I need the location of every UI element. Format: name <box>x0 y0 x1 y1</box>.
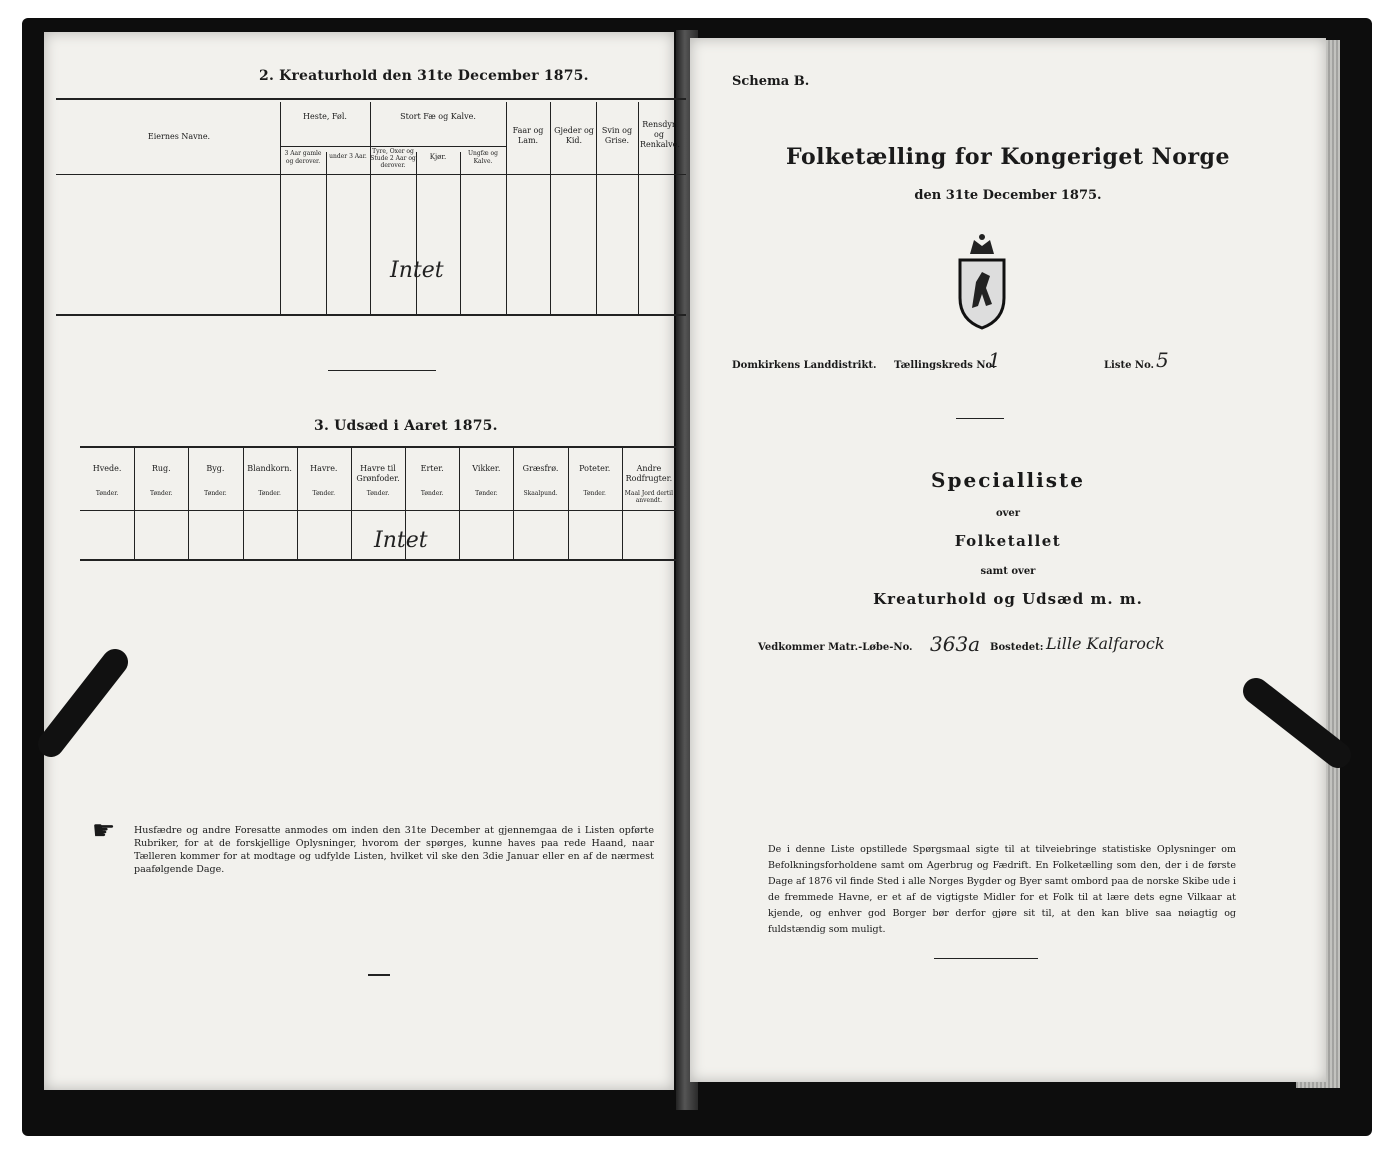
seed-header-name: Havre til Grønfoder. <box>356 464 400 483</box>
table-col <box>550 102 551 314</box>
table-rule <box>56 174 686 175</box>
section2-title: 2. Kreaturhold den 31te December 1875. <box>259 68 589 84</box>
bosted-value: Lille Kalfarock <box>1046 634 1165 653</box>
table-col <box>370 102 371 314</box>
table-rule <box>56 98 686 100</box>
district-label: Domkirkens Landdistrikt. <box>732 360 877 371</box>
list-number-label: Liste No. <box>1104 360 1155 371</box>
divider <box>956 418 1004 419</box>
table-col <box>280 102 281 314</box>
list-number-value: 5 <box>1156 348 1169 372</box>
table-rule <box>280 146 506 147</box>
seed-header-unit: Tønder. <box>583 490 606 497</box>
table-rule <box>80 510 676 511</box>
pointing-hand-icon: ☛ <box>92 816 116 846</box>
header-owner: Eiernes Navne. <box>147 132 211 141</box>
specialliste-heading: Specialliste <box>931 468 1085 492</box>
seed-header-unit: Tønder. <box>420 490 444 497</box>
matr-value: 363a <box>930 632 981 656</box>
table-col <box>638 102 639 314</box>
seed-handwriting: Intet <box>374 528 428 553</box>
header-cattle-b: Kjør. <box>429 153 447 161</box>
seed-header-unit: Maal Jord dertil anvendt. <box>624 490 674 504</box>
folketallet-text: Folketallet <box>954 532 1062 550</box>
footnote-text: Husfædre og andre Foresatte anmodes om inden den 31te December at gjennemgaa de i Listen opførte Rubriker, for at de forskjellige Oplysninger, hvorom der spørges, kunne haves paa rede Haand, naar Tælleren kommer for at modtage og udfylde Listen, hvilket vil ske den 3die Januar eller en af de nærmest paafølgende Dage. <box>134 825 654 875</box>
table-col <box>326 152 327 314</box>
header-sheep: Faar og Lam. <box>512 126 544 145</box>
table-col <box>416 152 417 314</box>
seed-header-name: Andre Rodfrugter. <box>625 464 673 483</box>
over-text: over <box>995 508 1021 519</box>
table-col <box>460 152 461 314</box>
norway-coat-of-arms-icon <box>952 232 1012 332</box>
seed-header-name: Poteter. <box>579 464 611 473</box>
seed-header-unit: Tønder. <box>475 490 498 497</box>
bosted-label: Bostedet: <box>990 642 1044 653</box>
explanation-paragraph: De i denne Liste opstillede Spørgsmaal sigte til at tilveiebringe statistiske Oplysninger om Befolkningsforholdene samt om Agerbrug og Fædrift. En Folketælling som den, der i de første Dage af 1876 vil finde Sted i alle Norges Bygder og Byer samt ombord paa de norske Skibe ude i de fremmede Havne, er et af de vigtigste Midler for et Folk til at lære dets egne Vilkaar at kjende, og enhver god Borger bør derfor gjøre sit til, at den kan blive saa nøiagtig og fuldstændig som muligt. <box>768 844 1237 935</box>
seed-header-unit: Skaalpund. <box>523 490 558 497</box>
seed-header-unit: Tønder. <box>258 490 281 497</box>
header-horses-b: under 3 Aar. <box>329 153 367 160</box>
livestock-handwriting: Intet <box>390 258 444 283</box>
seed-header-unit: Tønder. <box>204 490 227 497</box>
divider <box>934 958 1038 959</box>
seed-header-name: Græsfrø. <box>522 464 559 473</box>
census-date: den 31te December 1875. <box>914 188 1102 203</box>
schema-label: Schema B. <box>732 74 810 89</box>
right-page <box>690 38 1326 1082</box>
seed-header-unit: Tønder. <box>312 490 336 497</box>
seed-header-unit: Tønder. <box>149 490 173 497</box>
seed-header-name: Byg. <box>206 464 225 473</box>
header-horses-a: 3 Aar gamle og derover. <box>284 150 322 165</box>
counting-district-value: 1 <box>988 348 1001 372</box>
seed-header-name: Erter. <box>420 464 444 473</box>
left-page <box>44 32 680 1090</box>
header-cattle-c: Ungfæ og Kalve. <box>468 150 498 165</box>
header-cattle: Stort Fæ og Kalve. <box>400 112 476 121</box>
header-pigs: Svin og Grise. <box>601 126 633 145</box>
seed-header-name: Vikker. <box>472 464 501 473</box>
table-col <box>506 102 507 314</box>
seed-header-name: Blandkorn. <box>247 464 292 473</box>
seed-header-name: Rug. <box>151 464 171 473</box>
table-rule <box>80 559 676 561</box>
header-reindeer: Rensdyr og Renkalve. <box>640 120 680 149</box>
matr-label: Vedkommer Matr.-Løbe-No. <box>758 642 913 653</box>
seed-header-unit: Tønder. <box>366 490 390 497</box>
seed-header-unit: Tønder. <box>95 490 119 497</box>
table-rule <box>56 314 686 316</box>
seed-header-name: Hvede. <box>92 464 122 473</box>
table-rule <box>80 446 676 448</box>
divider <box>328 370 436 371</box>
page-title: Folketælling for Kongeriget Norge <box>786 144 1230 170</box>
header-goats: Gjeder og Kid. <box>554 126 594 145</box>
end-mark <box>368 974 390 976</box>
counting-district-label: Tællingskreds No. <box>894 360 996 371</box>
seed-header-name: Havre. <box>310 464 338 473</box>
section3-title: 3. Udsæd i Aaret 1875. <box>314 418 498 434</box>
header-horses: Heste, Føl. <box>303 112 347 121</box>
kreaturhold-text: Kreaturhold og Udsæd m. m. <box>873 590 1143 608</box>
header-cattle-a: Tyre, Oxer og Stude 2 Aar og derover. <box>370 148 416 169</box>
samt-over-text: samt over <box>980 566 1036 577</box>
